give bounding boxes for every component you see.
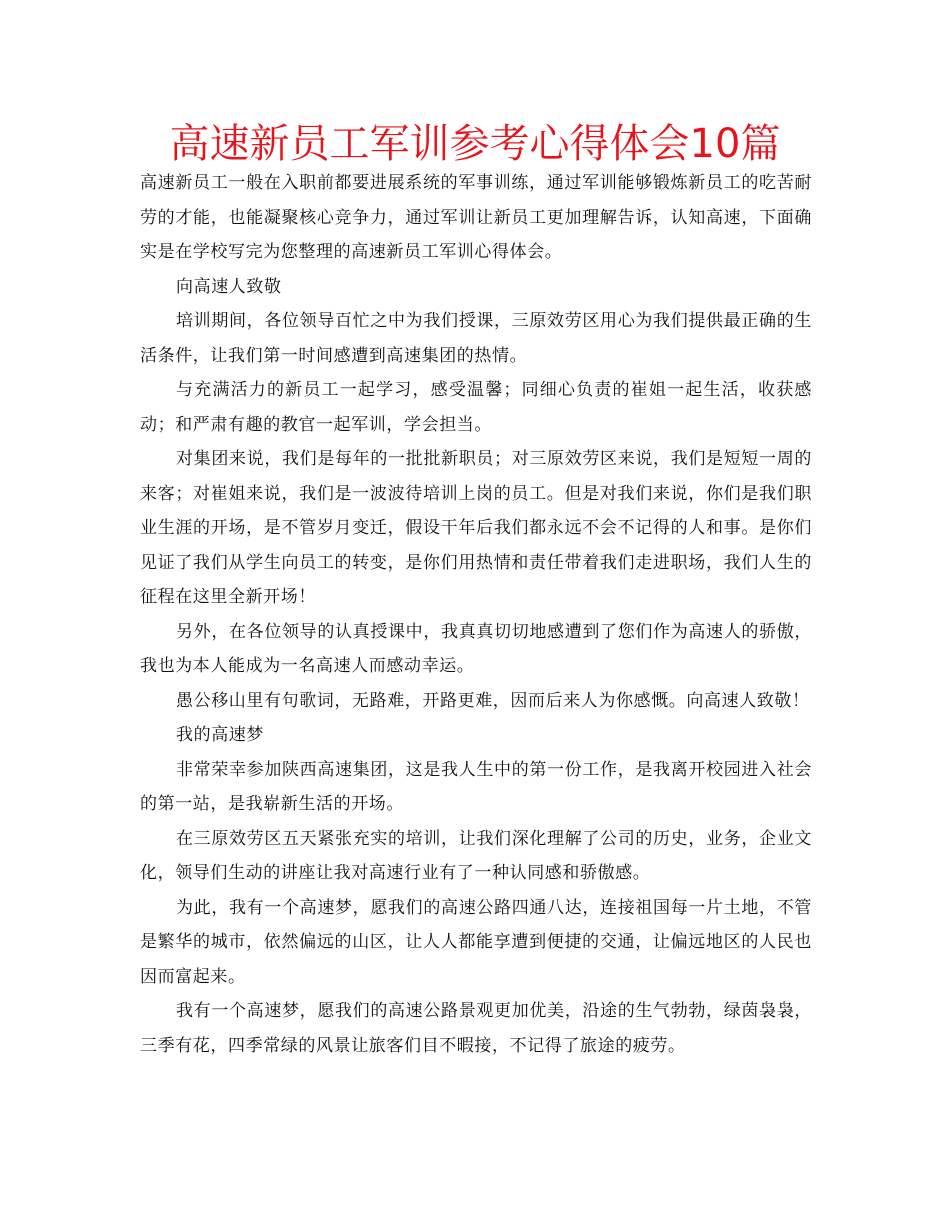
paragraph: 对集团来说，我们是每年的一批批新职员；对三原效劳区来说，我们是短短一周的来客；对崔姐来说，我们是一波波待培训上岗的员工。但是对我们来说，你们是我们职业生涯的开场，是不管岁月变迁，假设干年后我们都永远不会不记得的人和事。是你们见证了我们从学生向员工的转变，是你们用热情和责任带着我们走进职场，我们人生的征程在这里全新开场！ — [140, 449, 812, 607]
document-body — [140, 166, 812, 1063]
paragraph: 为此，我有一个高速梦，愿我们的高速公路四通八达，连接祖国每一片土地，不管是繁华的城市，依然偏远的山区，让人人都能享遭到便捷的交通，让偏远地区的人民也因而富起来。 — [140, 897, 812, 987]
section-heading-dream: 我的高速梦 — [176, 725, 264, 745]
section-heading-salute: 向高速人致敬 — [176, 276, 282, 297]
paragraph: 非常荣幸参加陕西高速集团，这是我人生中的第一份工作，是我离开校园进入社会的第一站，是我崭新生活的开场。 — [140, 759, 812, 814]
paragraph: 在三原效劳区五天紧张充实的培训，让我们深化理解了公司的历史，业务，企业文化，领导们生动的讲座让我对高速行业有了一种认同感和骄傲感。 — [140, 828, 812, 883]
paragraph: 我有一个高速梦，愿我们的高速公路景观更加优美，沿途的生气勃勃，绿茵袅袅，三季有花，四季常绿的风景让旅客们目不暇接，不记得了旅途的疲劳。 — [140, 1001, 812, 1056]
paragraph: 愚公移山里有句歌词，无路难，开路更难，因而后来人为你感慨。向高速人致敬！ — [176, 690, 810, 711]
paragraph: 培训期间，各位领导百忙之中为我们授课，三原效劳区用心为我们提供最正确的生活条件，让我们第一时间感遭到高速集团的热情。 — [140, 311, 812, 366]
document-title: 高速新员工军训参考心得体会10篇 — [169, 121, 781, 167]
paragraph: 另外，在各位领导的认真授课中，我真真切切地感遭到了您们作为高速人的骄傲，我也为本人能成为一名高速人而感动幸运。 — [140, 621, 812, 676]
paragraph: 与充满活力的新员工一起学习，感受温馨；同细心负责的崔姐一起生活，收获感动；和严肃有趣的教官一起军训，学会担当。 — [140, 380, 812, 435]
paragraph-intro: 高速新员工一般在入职前都要进展系统的军事训练，通过军训能够锻炼新员工的吃苦耐劳的才能，也能凝聚核心竞争力，通过军训让新员工更加理解告诉，认知高速，下面确实是在学校写完为您整理的高速新员工军训心得体会。 — [140, 173, 812, 262]
